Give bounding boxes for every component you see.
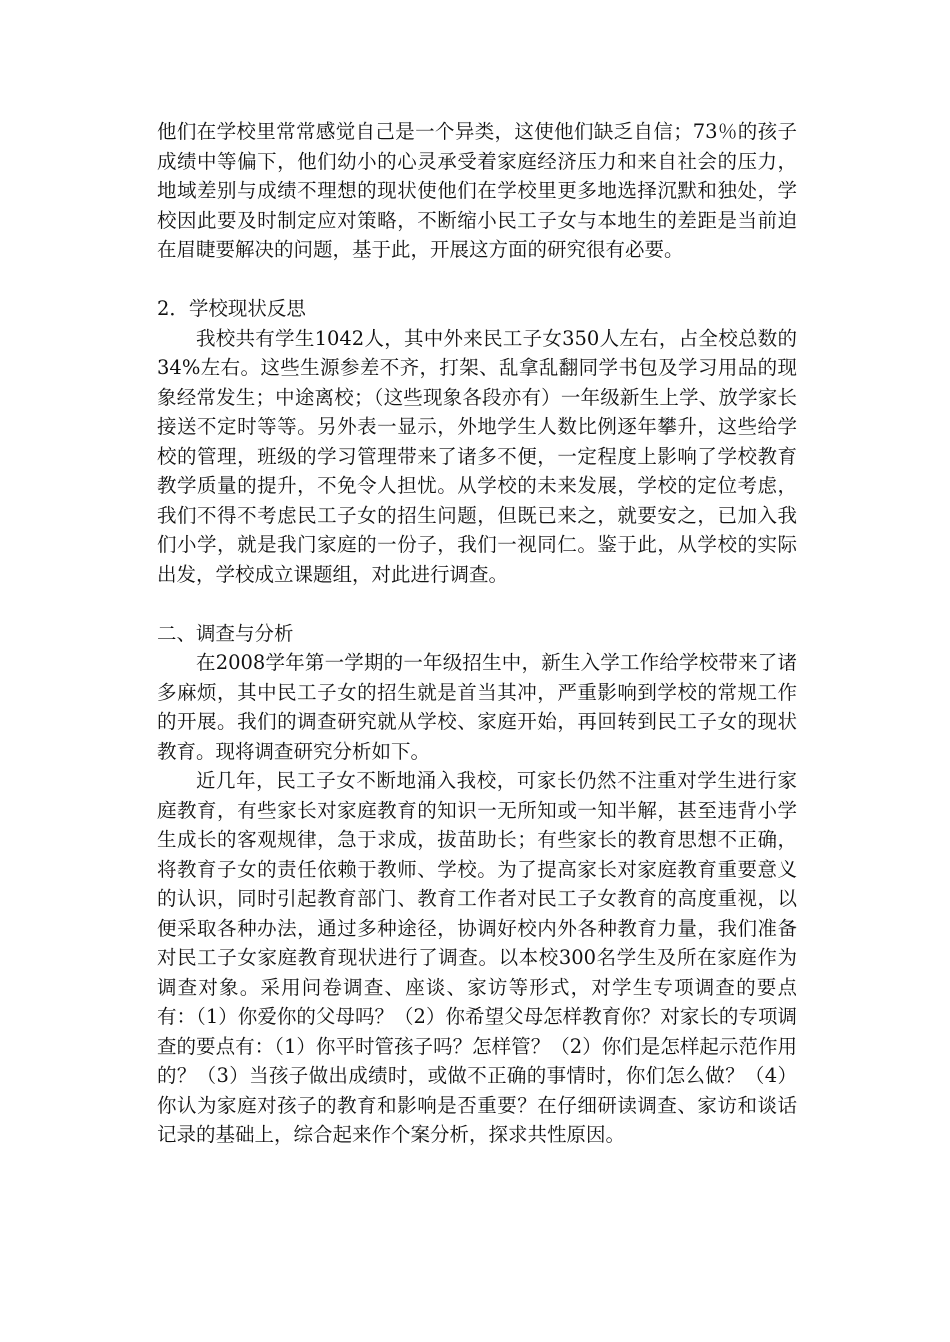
paragraph-survey-details: 近几年，民工子女不断地涌入我校，可家长仍然不注重对学生进行家庭教育，有些家长对家庭教育的知识一无所知或一知半解，甚至违背小学生成长的客观规律，急于求成，拔苗助长；有些家长的教育思想不正确，将教育子女的责任依赖于教师、学校。为了提高家长对家庭教育重要意义的认识，同时引起教育部门、教育工作者对民工子女教育的高度重视，以便采取各种办法，通过多种途径，协调好校内外各种教育力量，我们准备对民工子女家庭教育现状进行了调查。以本校300名学生及所在家庭作为调查对象。采用问卷调查、座谈、家访等形式，对学生专项调查的要点有：（1）你爱你的父母吗？（2）你希望父母怎样教育你？对家长的专项调查的要点有：（1）你平时管孩子吗？怎样管？（2）你们是怎样起示范作用的？（3）当孩子做出成绩时，或做不正确的事情时，你们怎么做？（4）你认为家庭对孩子的教育和影响是否重要？在仔细研读调查、家访和谈话记录的基础上，综合起来作个案分析，探求共性原因。 — [157, 769, 797, 1146]
paragraph-spacer — [157, 265, 797, 295]
document-body — [157, 117, 797, 1150]
section-heading-survey: 二、调查与分析 — [157, 621, 294, 645]
paragraph-spacer — [157, 589, 797, 619]
paragraph-school-status: 我校共有学生1042人，其中外来民工子女350人左右，占全校总数的34%左右。这些生源参差不齐，打架、乱拿乱翻同学书包及学习用品的现象经常发生；中途离校；（这些现象各段亦有）一年级新生上学、放学家长接送不定时等等。另外表一显示，外地学生人数比例逐年攀升，这些给学校的管理，班级的学习管理带来了诸多不便，一定程度上影响了学校教育教学质量的提升，不免令人担忧。从学校的未来发展，学校的定位考虑，我们不得不考虑民工子女的招生问题，但既已来之，就要安之，已加入我们小学，就是我门家庭的一份子，我们一视同仁。鉴于此，从学校的实际出发，学校成立课题组，对此进行调查。 — [157, 326, 797, 586]
paragraph-survey-intro: 在2008学年第一学期的一年级招生中，新生入学工作给学校带来了诸多麻烦，其中民工子女的招生就是首当其冲，严重影响到学校的常规工作的开展。我们的调查研究就从学校、家庭开始，再回转到民工子女的现状教育。现将调查研究分析如下。 — [157, 651, 797, 763]
section-heading-school-status: 2．学校现状反思 — [157, 297, 306, 320]
paragraph-intro-continuation: 他们在学校里常常感觉自己是一个异类，这使他们缺乏自信；73％的孩子成绩中等偏下，他们幼小的心灵承受着家庭经济压力和来自社会的压力，地域差别与成绩不理想的现状使他们在学校里更多地选择沉默和独处，学校因此要及时制定应对策略，不断缩小民工子女与本地生的差距是当前迫在眉睫要解决的问题，基于此，开展这方面的研究很有必要。 — [157, 120, 797, 261]
